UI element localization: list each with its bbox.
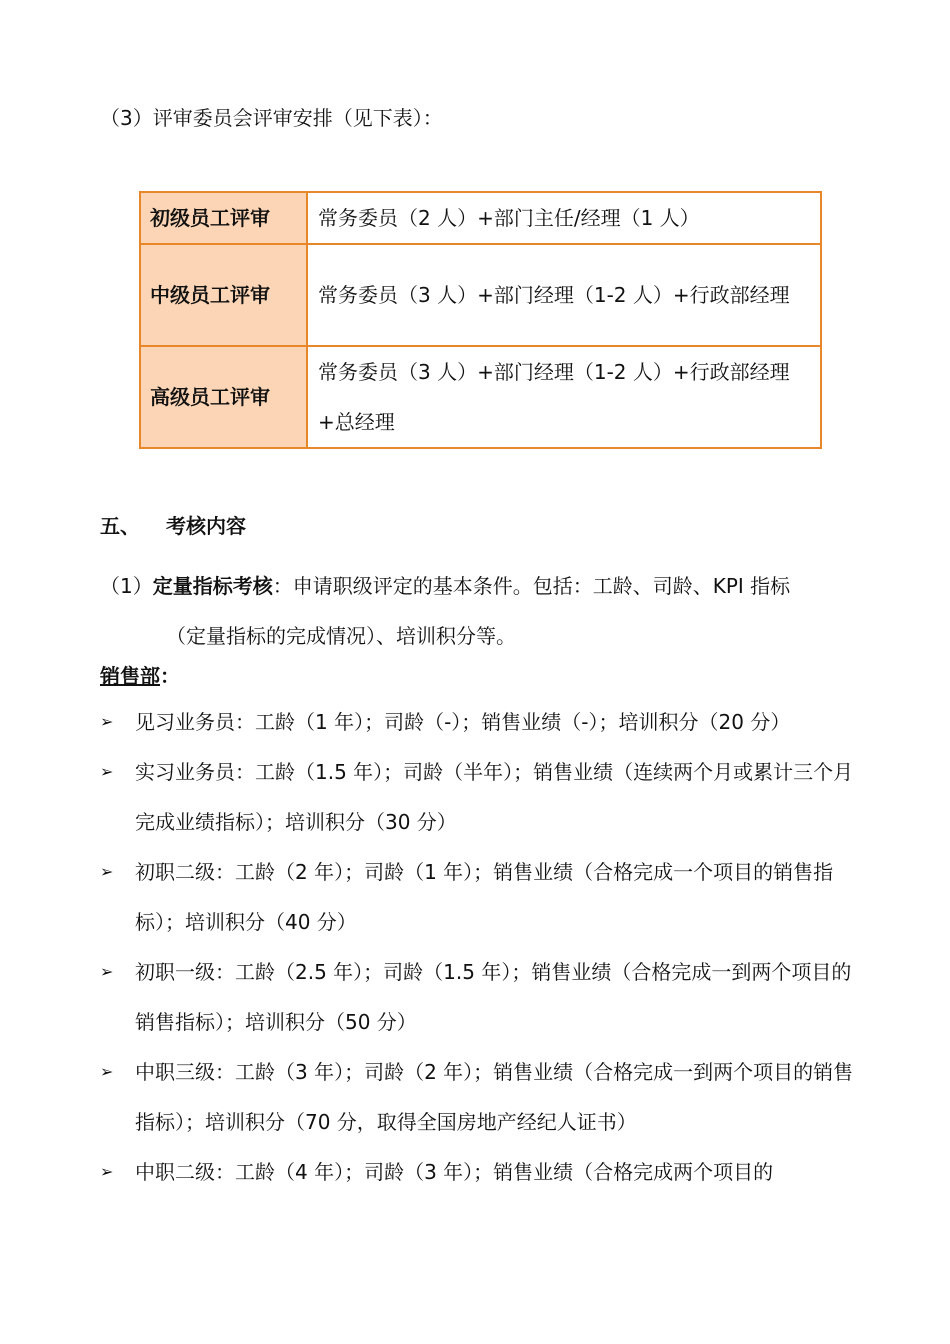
review-arrangement-intro: （3）评审委员会评审安排（见下表）： — [100, 106, 443, 130]
table-row — [140, 244, 821, 346]
review-members-cell: 常务委员（2 人）+部门主任/经理（1 人） — [307, 192, 821, 244]
list-item — [100, 697, 870, 747]
item-text-line1: ：申请职级评定的基本条件。包括：工龄、司龄、KPI 指标 — [272, 574, 791, 598]
list-item — [100, 1047, 870, 1147]
item-text-line2: （定量指标的完成情况）、培训积分等。 — [166, 624, 516, 648]
arrow-bullet-icon: ➢ — [100, 962, 114, 981]
table-row — [140, 192, 821, 244]
review-level-cell: 初级员工评审 — [140, 192, 307, 244]
list-item — [100, 847, 870, 947]
department-name: 销售部 — [100, 664, 160, 688]
table-row — [140, 346, 821, 448]
review-members-cell: 常务委员（3 人）+部门经理（1-2 人）+行政部经理 — [307, 244, 821, 346]
requirement-text: 初职二级：工龄（2 年）；司龄（1 年）；销售业绩（合格完成一个项目的销售指标）；培训积分（40 分） — [135, 860, 834, 934]
arrow-bullet-icon: ➢ — [100, 1162, 114, 1181]
requirement-text: 中职二级：工龄（4 年）；司龄（3 年）；销售业绩（合格完成两个项目的 — [135, 1160, 774, 1184]
review-committee-table — [139, 191, 822, 449]
review-level-cell: 中级员工评审 — [140, 244, 307, 346]
section-title: 考核内容 — [166, 514, 246, 538]
requirement-text: 实习业务员：工龄（1.5 年）；司龄（半年）；销售业绩（连续两个月或累计三个月完成业绩指标）；培训积分（30 分） — [135, 760, 854, 834]
requirement-text: 见习业务员：工龄（1 年）；司龄（-）；销售业绩（-）；培训积分（20 分） — [135, 710, 791, 734]
arrow-bullet-icon: ➢ — [100, 1062, 114, 1081]
requirement-list — [100, 697, 870, 1197]
review-members-cell: 常务委员（3 人）+部门经理（1-2 人）+行政部经理+总经理 — [307, 346, 821, 448]
item-bold-label: 定量指标考核 — [152, 574, 273, 598]
arrow-bullet-icon: ➢ — [100, 712, 114, 731]
list-item — [100, 747, 870, 847]
arrow-bullet-icon: ➢ — [100, 862, 114, 881]
department-heading — [100, 662, 180, 690]
item-prefix: （1） — [100, 574, 153, 598]
arrow-bullet-icon: ➢ — [100, 762, 114, 781]
quantitative-assessment-paragraph — [100, 561, 870, 661]
review-level-cell: 高级员工评审 — [140, 346, 307, 448]
list-item — [100, 1147, 870, 1197]
requirement-text: 中职三级：工龄（3 年）；司龄（2 年）；销售业绩（合格完成一到两个项目的销售指标）；培训积分（70 分，取得全国房地产经纪人证书） — [135, 1060, 854, 1134]
section-number: 五、 — [100, 514, 140, 538]
list-item — [100, 947, 870, 1047]
department-suffix: ： — [160, 664, 180, 688]
requirement-text: 初职一级：工龄（2.5 年）；司龄（1.5 年）；销售业绩（合格完成一到两个项目的销售指标）；培训积分（50 分） — [135, 960, 852, 1034]
section-heading — [100, 512, 246, 540]
